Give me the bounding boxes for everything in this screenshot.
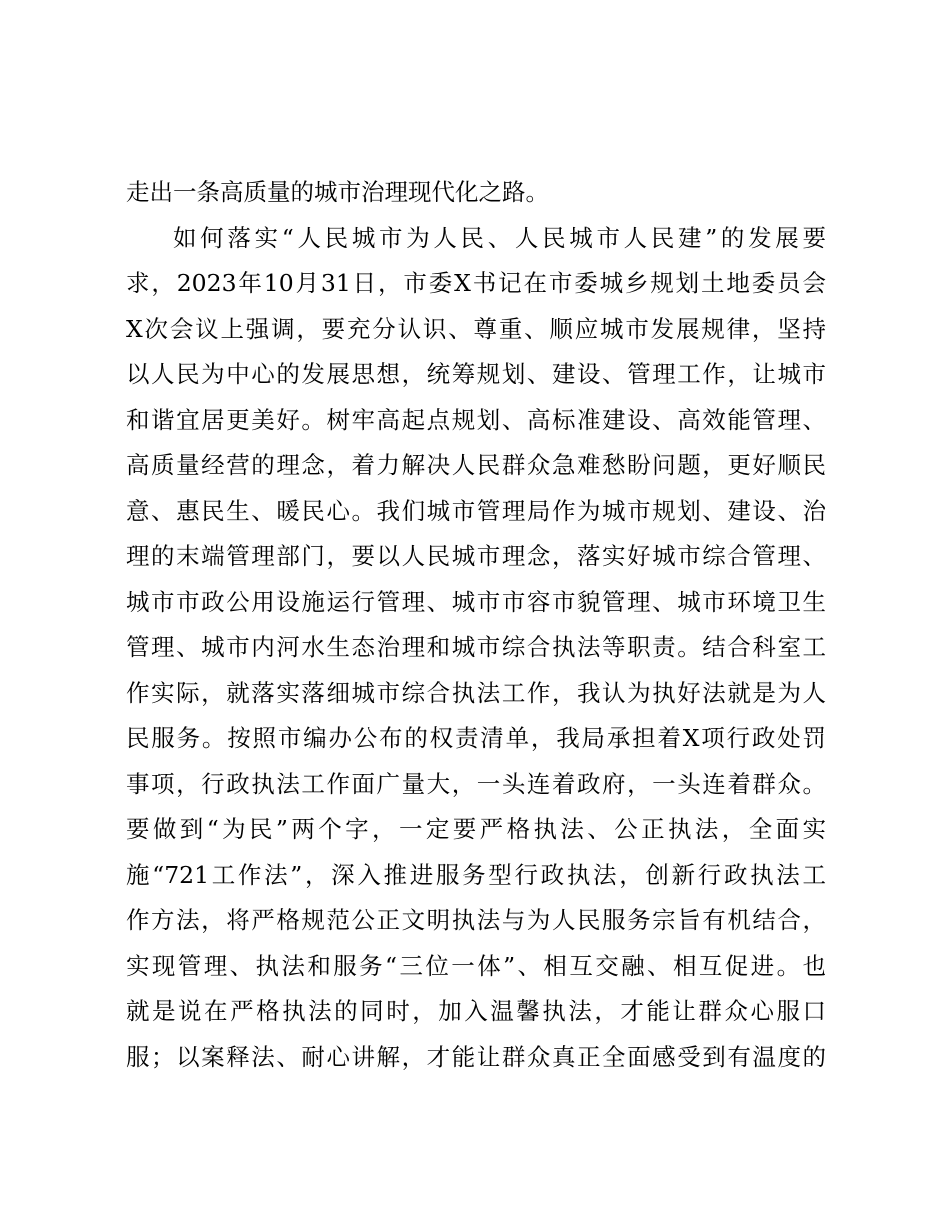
text-line: 实现管理、执法和服务“三位一体”、相互交融、相互促进。也 [126, 951, 826, 980]
text-line: 施“721工作法”，深入推进服务型行政执法，创新行政执法工 [126, 860, 826, 889]
text-line: 走出一条高质量的城市治理现代化之路。 [126, 178, 549, 206]
text-line: 民服务。按照市编办公布的权责清单，我局承担着X项行政处罚 [126, 724, 826, 752]
text-line: 作实际，就落实落细城市综合执法工作，我认为执好法就是为人 [126, 678, 826, 707]
text-line: 和谐宜居更美好。树牢高起点规划、高标准建设、高效能管理、 [126, 405, 826, 434]
text-line: 如何落实“人民城市为人民、人民城市人民建”的发展要 [173, 223, 826, 252]
text-line: 作方法，将严格规范公正文明执法与为人民服务宗旨有机结合， [126, 906, 826, 934]
text-line: 以人民为中心的发展思想，统筹规划、建设、管理工作，让城市 [126, 360, 826, 388]
text-line: 城市市政公用设施运行管理、城市市容市貌管理、城市环境卫生 [126, 587, 826, 616]
text-line: 求，2023年10月31日，市委X书记在市委城乡规划土地委员会 [126, 269, 826, 297]
text-line: 要做到“为民”两个字，一定要严格执法、公正执法，全面实 [126, 815, 826, 843]
text-line: 理的末端管理部门，要以人民城市理念，落实好城市综合管理、 [126, 542, 826, 570]
text-line: 高质量经营的理念，着力解决人民群众急难愁盼问题，更好顺民 [126, 451, 826, 479]
text-line: 服；以案释法、耐心讲解，才能让群众真正全面感受到有温度的 [126, 1042, 826, 1071]
text-line: X次会议上强调，要充分认识、尊重、顺应城市发展规律，坚持 [126, 314, 826, 343]
text-line: 就是说在严格执法的同时，加入温馨执法，才能让群众心服口 [126, 997, 826, 1025]
text-line: 意、惠民生、暖民心。我们城市管理局作为城市规划、建设、治 [126, 496, 826, 525]
text-line: 事项，行政执法工作面广量大，一头连着政府，一头连着群众。 [126, 769, 826, 798]
text-line: 管理、城市内河水生态治理和城市综合执法等职责。结合科室工 [126, 633, 826, 661]
body-text [126, 170, 826, 1080]
